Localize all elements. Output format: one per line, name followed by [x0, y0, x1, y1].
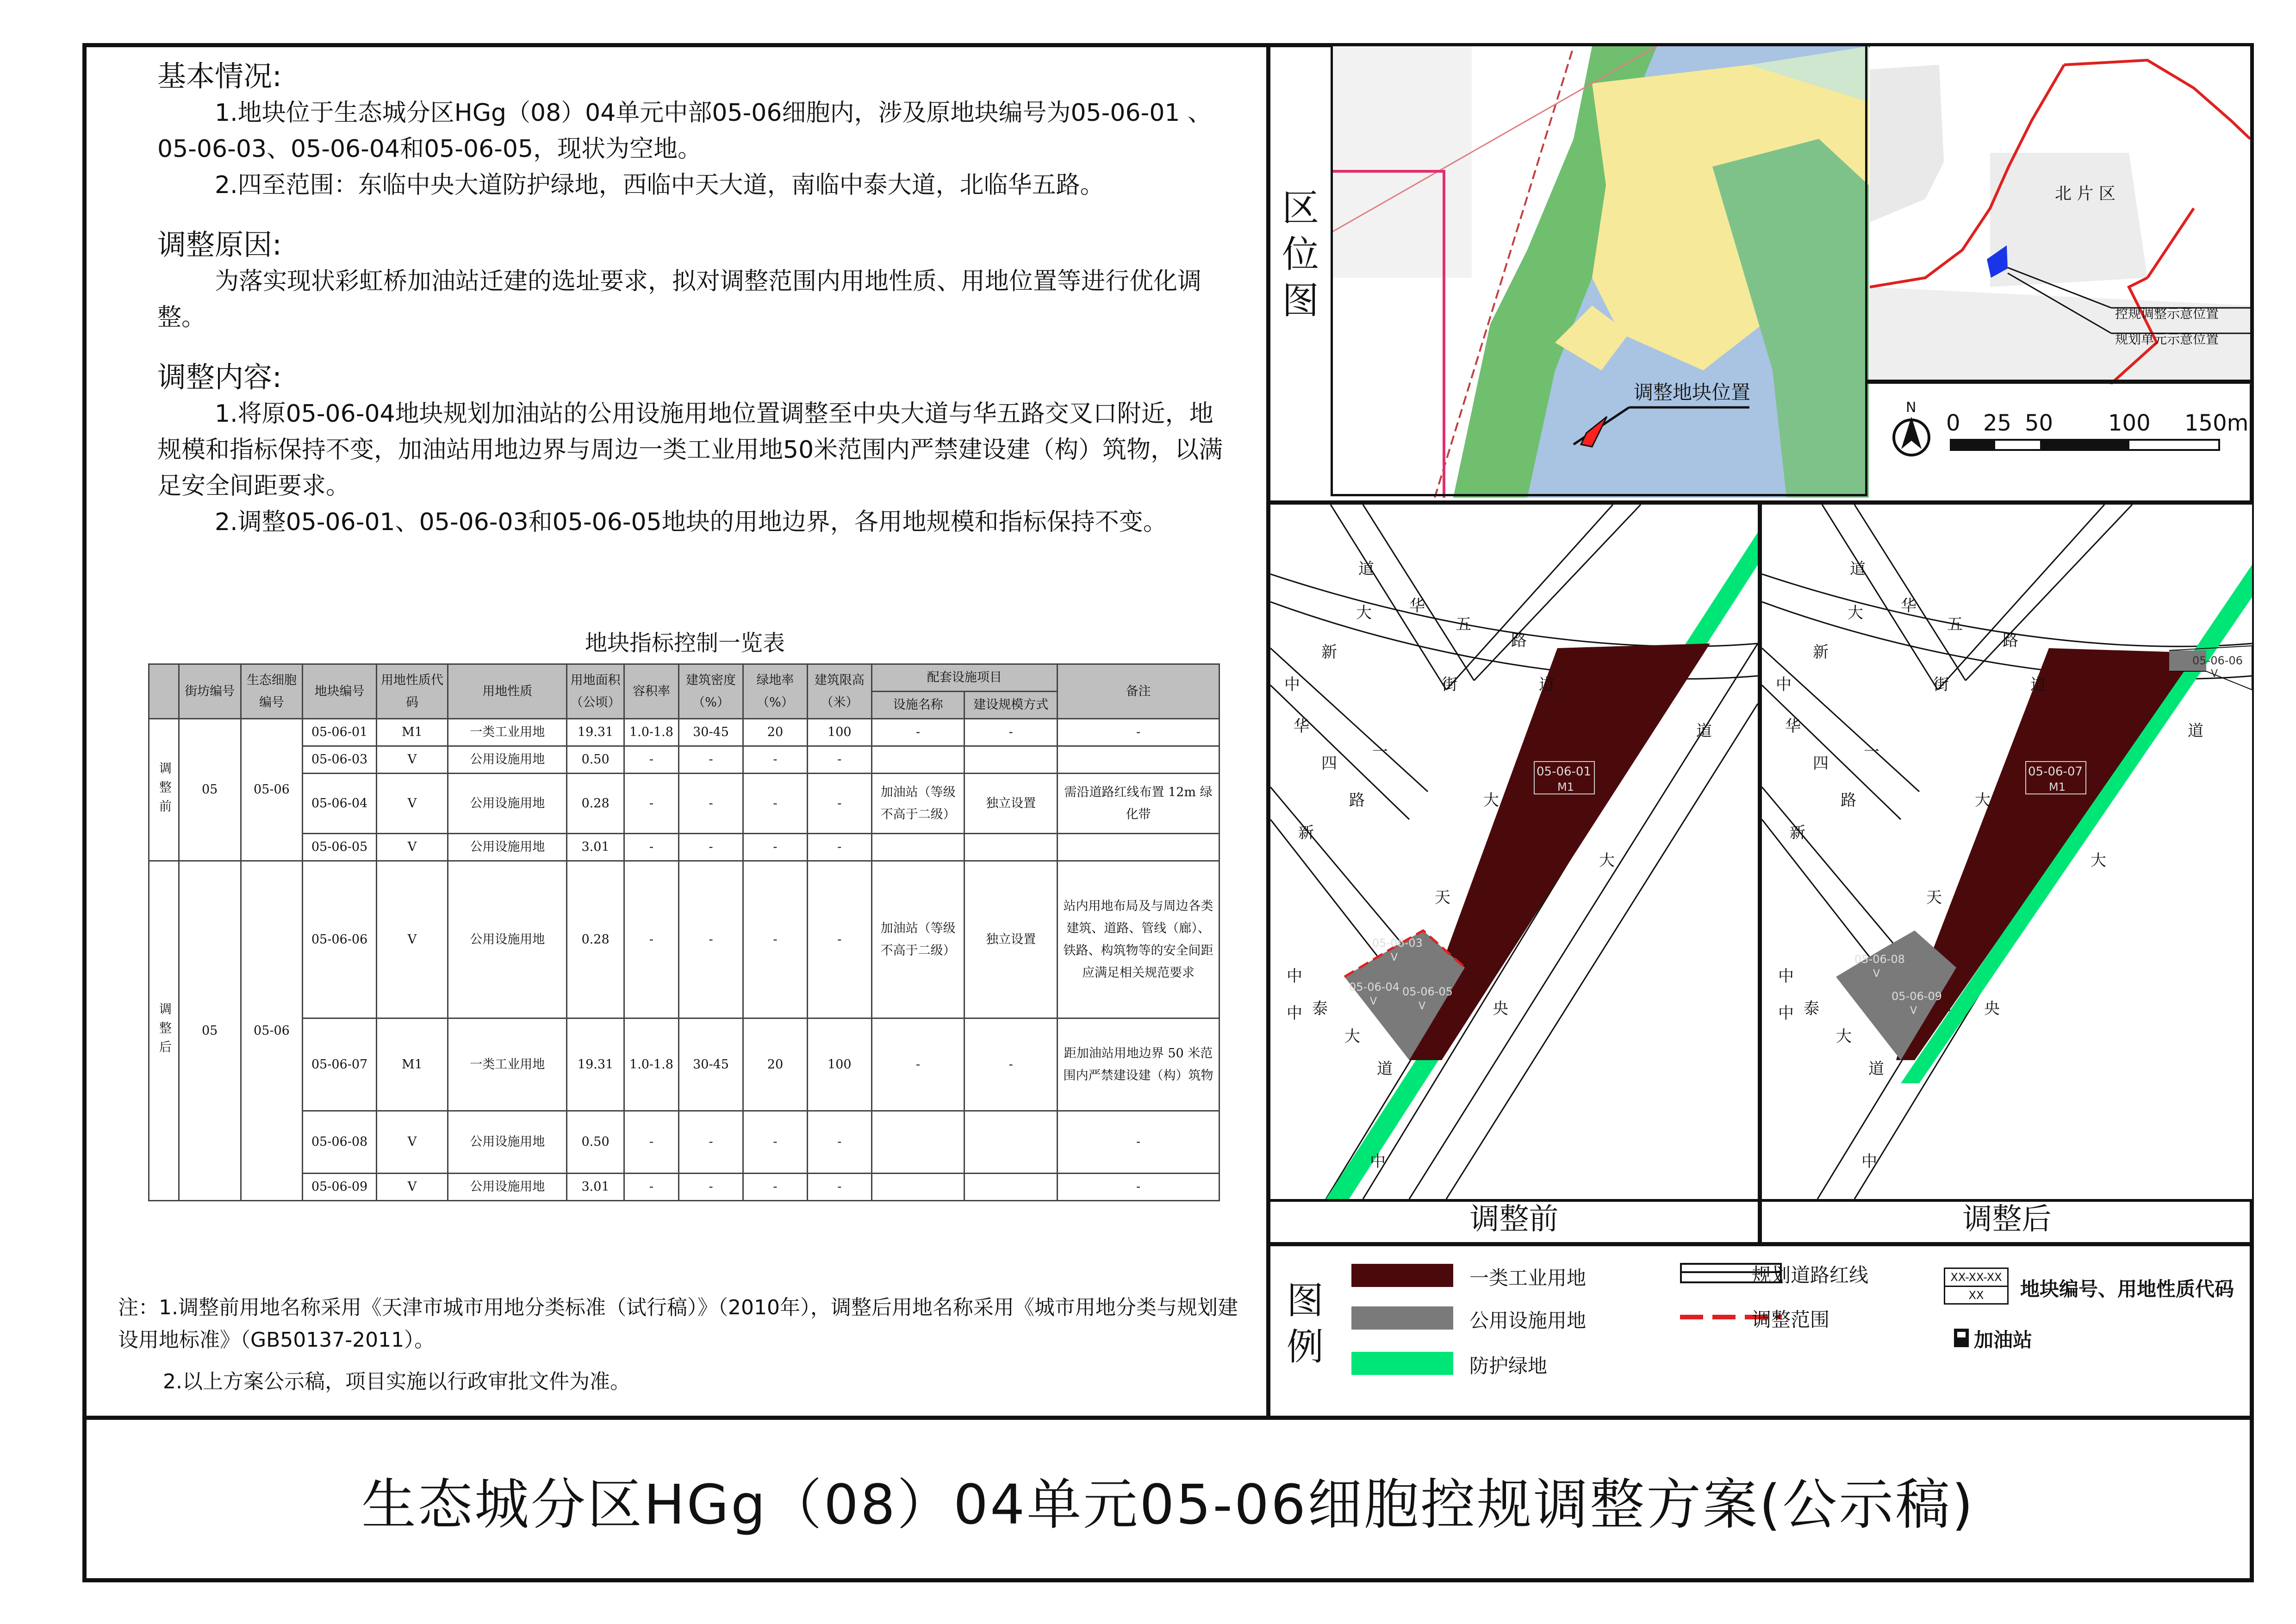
cell-plot: 05-06-03: [303, 746, 376, 774]
after-cell: 05-06: [241, 861, 303, 1201]
road-char: 中: [1778, 1004, 1794, 1023]
site-label: 调整地块位置: [1634, 381, 1751, 404]
legend-code-top: XX-XX-XX: [1945, 1269, 2007, 1287]
cell-fac-name: [871, 834, 964, 861]
cell-plot: 05-06-06: [303, 861, 376, 1018]
after-street: 05: [179, 861, 241, 1201]
scale-0: 0: [1946, 410, 1960, 436]
cell-far: -: [624, 861, 678, 1018]
th-plot: 地块编号: [303, 664, 376, 719]
cell-nature: 公用设施用地: [448, 1111, 567, 1174]
label-p5: 05-06-05: [1402, 985, 1453, 998]
cell-green: -: [743, 1111, 808, 1174]
th-nature: 用地性质: [448, 664, 567, 719]
cell-nature: 公用设施用地: [448, 746, 567, 774]
table-row: [149, 1174, 1220, 1201]
label-p8-code: V: [1873, 968, 1880, 980]
cell-green: 20: [743, 719, 808, 746]
label-p5-code: V: [1419, 1000, 1426, 1012]
cell-far: -: [624, 834, 678, 861]
cell-fac-name: 加油站（等级不高于二级）: [871, 774, 964, 834]
label-p6-code: V: [2211, 668, 2218, 680]
cell-area: 3.01: [567, 1174, 624, 1201]
cell-fac-mode: [964, 746, 1058, 774]
content-p2: 2.调整05-06-01、05-06-03和05-06-05地块的用地边界，各用地规模和指标保持不变。: [215, 508, 1167, 536]
road-char: 央: [1493, 999, 1508, 1018]
th-far: 容积率: [624, 664, 678, 719]
cell-green: -: [743, 746, 808, 774]
table-row: [149, 861, 1220, 1018]
cell-area: 19.31: [567, 719, 624, 746]
cell-note: [1058, 834, 1220, 861]
road-char: 道: [1377, 1060, 1393, 1078]
text-column: [157, 58, 1236, 540]
label-p9: 05-06-09: [1892, 990, 1942, 1003]
label-p3-code: V: [1391, 952, 1398, 963]
cell-density: 30-45: [679, 1018, 743, 1111]
basic-p2: 2.四至范围：东临中央大道防护绿地，西临中天大道，南临中泰大道，北临华五路。: [215, 171, 1104, 199]
th-fac-mode: 建设规模方式: [964, 692, 1058, 719]
scale-100: 100: [2108, 410, 2151, 436]
label-main: 05-06-01: [1537, 765, 1592, 779]
road-char: 中: [1287, 967, 1302, 986]
title-divider: [84, 1416, 2252, 1420]
page-title: 生态城分区HGg（08）04单元05-06细胞控规调整方案(公示稿): [361, 1473, 1975, 1537]
road-char: 四: [1813, 754, 1829, 773]
cell-height: 100: [807, 1018, 871, 1111]
cell-area: 3.01: [567, 834, 624, 861]
road-char: 道: [2188, 722, 2203, 740]
before-street: 05: [179, 719, 241, 861]
label-main-code: M1: [1557, 781, 1574, 793]
cell-area: 0.28: [567, 861, 624, 1018]
cell-far: -: [624, 1111, 678, 1174]
label-main: 05-06-07: [2028, 765, 2083, 779]
after-label: 调整后: [1962, 1202, 2052, 1237]
panel-divider: [1758, 502, 1762, 1243]
road-char: 华: [1785, 717, 1801, 736]
th-group: [149, 664, 179, 719]
road-char: 道: [1850, 560, 1866, 578]
scale-50: 50: [2025, 410, 2053, 436]
road-char: 一: [1372, 743, 1388, 761]
cell-fac-name: 加油站（等级不高于二级）: [871, 861, 964, 1018]
legend-label: 图例: [1287, 1279, 1324, 1368]
district-label: 北 片 区: [2055, 184, 2116, 203]
legend-gas: 加油站: [1974, 1329, 2033, 1351]
basic-heading: 基本情况:: [157, 59, 282, 93]
gas-station-icon: [1954, 1329, 1969, 1347]
cell-density: -: [679, 1111, 743, 1174]
scale-seg-1: [1951, 440, 1995, 450]
reason-heading: 调整原因:: [157, 228, 282, 262]
road-char: 华: [1294, 717, 1309, 736]
cell-note: 站内用地布局及与周边各类建筑、道路、管线（廊）、铁路、构筑物等的安全间距应满足相关规范要求: [1058, 861, 1220, 1018]
road-char: 五: [1456, 615, 1471, 634]
th-height: 建筑限高（米）: [807, 664, 871, 719]
road-char: 大: [1599, 851, 1615, 870]
before-cell: 05-06: [241, 719, 303, 861]
legend-green: 防护绿地: [1469, 1355, 1548, 1377]
cell-plot: 05-06-07: [303, 1018, 376, 1111]
cell-fac-mode: [964, 1111, 1058, 1174]
legend-code: 地块编号、用地性质代码: [2020, 1278, 2234, 1300]
cell-fac-name: [871, 746, 964, 774]
cell-far: -: [624, 774, 678, 834]
legend-utility: 公用设施用地: [1469, 1309, 1587, 1332]
road-char: 一: [1864, 743, 1879, 761]
cell-far: 1.0-1.8: [624, 1018, 678, 1111]
basic-p1: 1.地块位于生态城分区HGg（08）04单元中部05-06细胞内，涉及原地块编号为05-06-01 、05-06-03、05-06-04和05-06-05，现状为空地。: [157, 99, 1212, 163]
legend-code-bottom: XX: [1968, 1289, 1984, 1302]
cell-plot: 05-06-05: [303, 834, 376, 861]
cell-fac-name: [871, 1111, 964, 1174]
before-label: 调整前: [1469, 1202, 1559, 1237]
road-char: 中: [1776, 675, 1792, 694]
cell-green: -: [743, 774, 808, 834]
label-p8: 05-06-08: [1854, 953, 1905, 966]
cell-code: M1: [376, 1018, 448, 1111]
table-row: [149, 1111, 1220, 1174]
panel-before-map: [1270, 505, 1758, 1199]
label-p3: 05-06-03: [1372, 937, 1423, 949]
cell-fac-mode: -: [964, 1018, 1058, 1111]
cell-area: 19.31: [567, 1018, 624, 1111]
label-p6: 05-06-06: [2192, 654, 2243, 667]
cell-nature: 公用设施用地: [448, 834, 567, 861]
th-code: 用地性质代码: [376, 664, 448, 719]
overview-divider: [1867, 380, 2252, 384]
road-char: 道: [1696, 722, 1712, 740]
th-area: 用地面积（公顷）: [567, 664, 624, 719]
road-char: 街: [1442, 675, 1457, 694]
th-facility: 配套设施项目: [871, 664, 1057, 692]
road-char: 大: [1848, 604, 1863, 622]
road-char: 中: [1287, 1004, 1302, 1023]
cell-code: V: [376, 746, 448, 774]
cell-code: V: [376, 834, 448, 861]
cell-density: -: [679, 861, 743, 1018]
cell-height: 100: [807, 719, 871, 746]
th-cell: 生态细胞编号: [241, 664, 303, 719]
cell-fac-name: -: [871, 1018, 964, 1111]
gray-area-c: [1990, 153, 2147, 287]
legend-scope: 调整范围: [1752, 1308, 1830, 1331]
cell-height: -: [807, 1174, 871, 1201]
after-group: 调整后: [149, 861, 179, 1201]
cell-code: V: [376, 1111, 448, 1174]
cell-fac-mode: -: [964, 719, 1058, 746]
cell-code: M1: [376, 719, 448, 746]
location-map-frame: [1331, 44, 1867, 496]
road-char: 路: [2003, 631, 2018, 650]
note-1: 注：1.调整前用地名称采用《天津市城市用地分类标准（试行稿）》（2010年），调整后用地名称采用《城市用地分类与规划建设用地标准》（GB50137-2011）。: [118, 1296, 1238, 1352]
table-row: [149, 746, 1220, 774]
label-main-code: M1: [2049, 781, 2066, 793]
cell-height: -: [807, 861, 871, 1018]
label-p4: 05-06-04: [1349, 981, 1400, 993]
location-label: 区位图: [1282, 187, 1319, 322]
content-heading: 调整内容:: [157, 360, 282, 394]
cell-nature: 公用设施用地: [448, 1174, 567, 1201]
road-char: 路: [1841, 791, 1856, 810]
road-char: 泰: [1312, 999, 1328, 1018]
cell-note: [1058, 746, 1220, 774]
road-char: 新: [1813, 643, 1829, 662]
road-char: 天: [1926, 888, 1942, 907]
legend-swatch-green: [1351, 1352, 1453, 1375]
road-char: 大: [1483, 791, 1499, 810]
reason-p1: 为落实现状彩虹桥加油站迁建的选址要求，拟对调整范围内用地性质、用地位置等进行优化调整。: [157, 268, 1202, 331]
cell-height: -: [807, 834, 871, 861]
cell-plot: 05-06-09: [303, 1174, 376, 1201]
cell-area: 0.50: [567, 746, 624, 774]
cell-far: 1.0-1.8: [624, 719, 678, 746]
cell-height: -: [807, 1111, 871, 1174]
cell-plot: 05-06-01: [303, 719, 376, 746]
cell-far: -: [624, 1174, 678, 1201]
label-p4-code: V: [1370, 996, 1377, 1007]
table-caption: 地块指标控制一览表: [585, 630, 785, 656]
road-char: 路: [1511, 631, 1527, 650]
left-divider: [1266, 45, 1270, 1416]
cell-green: 20: [743, 1018, 808, 1111]
road-char: 华: [1901, 597, 1916, 615]
legend-code-box: [1944, 1268, 2009, 1305]
cell-fac-name: -: [871, 719, 964, 746]
road-char: 大: [2091, 851, 2106, 870]
road-char: 大: [1975, 791, 1991, 810]
overview-legend-1: 控规调整示意位置: [2115, 306, 2219, 321]
legend-industrial: 一类工业用地: [1469, 1267, 1587, 1289]
road-char: 大: [1344, 1027, 1360, 1046]
cell-density: 30-45: [679, 719, 743, 746]
cell-density: -: [679, 774, 743, 834]
cell-nature: 公用设施用地: [448, 861, 567, 1018]
cell-area: 0.50: [567, 1111, 624, 1174]
road-char: 道: [1358, 560, 1374, 578]
table-row: [149, 834, 1220, 861]
cell-fac-mode: [964, 834, 1058, 861]
content-p1: 1.将原05-06-04地块规划加油站的公用设施用地位置调整至中央大道与华五路交叉口附近，地规模和指标保持不变，加油站用地边界与周边一类工业用地50米范围内严禁建设建（构）筑物，以满足安全间距要求。: [157, 400, 1223, 500]
cell-code: V: [376, 774, 448, 834]
before-group: 调整前: [149, 719, 179, 861]
th-fac-name: 设施名称: [871, 692, 964, 719]
scale-seg-3: [2040, 440, 2129, 450]
panel-after-map: [1762, 505, 2252, 1199]
cell-density: -: [679, 1174, 743, 1201]
road-char: 中: [1370, 1152, 1386, 1171]
legend-swatch-utility: [1351, 1306, 1453, 1330]
road-char: 四: [1321, 754, 1337, 773]
cell-density: -: [679, 746, 743, 774]
cell-green: -: [743, 1174, 808, 1201]
cell-nature: 一类工业用地: [448, 1018, 567, 1111]
overview-map: [1870, 46, 2250, 384]
road-char: 泰: [1804, 999, 1819, 1018]
road-char: 央: [1984, 999, 2000, 1018]
road-char: 大: [1836, 1027, 1852, 1046]
cell-plot: 05-06-08: [303, 1111, 376, 1174]
cell-nature: 公用设施用地: [448, 774, 567, 834]
cell-note: 距加油站用地边界 50 米范围内严禁建设建（构）筑物: [1058, 1018, 1220, 1111]
cell-green: -: [743, 834, 808, 861]
legend-redline: 规划道路红线: [1752, 1264, 1869, 1287]
north-scale: [1888, 398, 2249, 486]
road-char: 道: [1539, 675, 1555, 694]
cell-plot: 05-06-04: [303, 774, 376, 834]
scale-150: 150m: [2184, 410, 2249, 436]
legend-swatch-industrial: [1351, 1264, 1453, 1287]
label-p9-code: V: [1910, 1005, 1917, 1017]
road-char: 大: [1356, 604, 1372, 622]
cell-note: -: [1058, 719, 1220, 746]
cell-code: V: [376, 1174, 448, 1201]
th-street: 街坊编号: [179, 664, 241, 719]
overview-legend-2: 规划单元示意位置: [2115, 331, 2219, 347]
cell-fac-name: [871, 1174, 964, 1201]
table-row: [149, 774, 1220, 834]
cell-area: 0.28: [567, 774, 624, 834]
th-density: 建筑密度（%）: [679, 664, 743, 719]
road-char: 路: [1349, 791, 1365, 810]
cell-green: -: [743, 861, 808, 1018]
road-char: 五: [1947, 615, 1963, 634]
cell-note: -: [1058, 1174, 1220, 1201]
table-row: [149, 719, 1220, 746]
cell-density: -: [679, 834, 743, 861]
road-char: 中: [1778, 967, 1794, 986]
th-green: 绿地率（%）: [743, 664, 808, 719]
cell-fac-mode: [964, 1174, 1058, 1201]
cell-nature: 一类工业用地: [448, 719, 567, 746]
cell-height: -: [807, 774, 871, 834]
road-char: 中: [1861, 1152, 1877, 1171]
road-char: 道: [1868, 1060, 1884, 1078]
cell-note: -: [1058, 1111, 1220, 1174]
road-char: 新: [1790, 824, 1805, 842]
cell-far: -: [624, 746, 678, 774]
road-char: 街: [1933, 675, 1949, 694]
road-char: 道: [2030, 675, 2046, 694]
road-char: 中: [1284, 675, 1300, 694]
cell-note: 需沿道路红线布置 12m 绿化带: [1058, 774, 1220, 834]
road-char: 新: [1321, 643, 1337, 662]
road-char: 华: [1409, 597, 1425, 615]
road-char: 新: [1298, 824, 1314, 842]
scale-25: 25: [1983, 410, 2012, 436]
th-note: 备注: [1058, 664, 1220, 719]
table-row: [149, 1018, 1220, 1111]
road-char: 天: [1435, 888, 1450, 907]
cell-fac-mode: 独立设置: [964, 774, 1058, 834]
cell-fac-mode: 独立设置: [964, 861, 1058, 1018]
note-2: 2.以上方案公示稿，项目实施以行政审批文件为准。: [163, 1370, 630, 1393]
index-table: [148, 663, 1220, 1201]
cell-code: V: [376, 861, 448, 1018]
cell-height: -: [807, 746, 871, 774]
north-letter: N: [1906, 400, 1916, 416]
